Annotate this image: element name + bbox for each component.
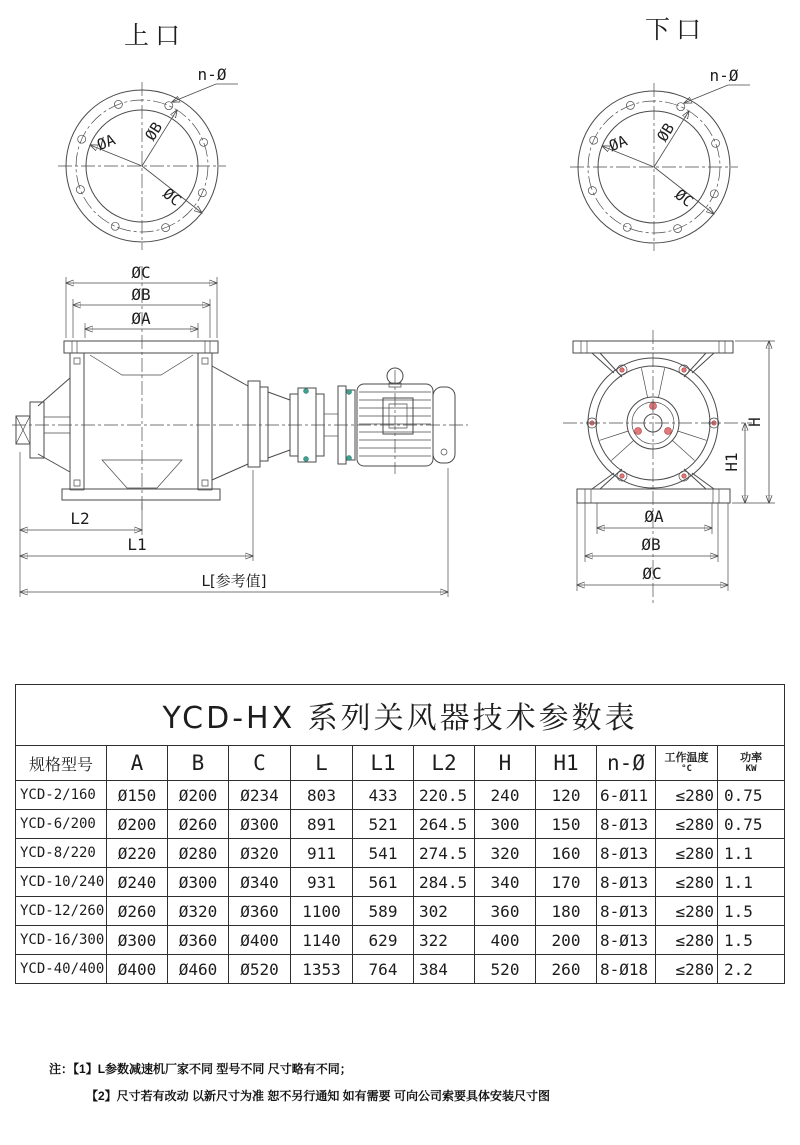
- table-cell: YCD-16/300: [16, 926, 107, 955]
- table-cell: Ø300: [168, 868, 229, 897]
- col-header-l1: L1: [353, 746, 414, 781]
- table-title-row: [16, 685, 785, 746]
- table-cell: 1140: [291, 926, 353, 955]
- table-cell: 360: [475, 897, 536, 926]
- table-cell: 170: [536, 868, 597, 897]
- table-cell: Ø240: [107, 868, 168, 897]
- bottom-port-title: 下口: [645, 15, 708, 44]
- dim-label-dia-c: ØC: [159, 184, 185, 210]
- table-row: [16, 868, 785, 897]
- table-cell: 160: [536, 839, 597, 868]
- col-header-power: [718, 746, 785, 781]
- col-header-h: H: [475, 746, 536, 781]
- table-cell: Ø220: [107, 839, 168, 868]
- table-header-row: [16, 746, 785, 781]
- table-cell: Ø200: [107, 810, 168, 839]
- table-cell: Ø340: [229, 868, 291, 897]
- table-cell: 520: [475, 955, 536, 984]
- table-cell: YCD-6/200: [16, 810, 107, 839]
- table-row: [16, 897, 785, 926]
- table-cell: 260: [536, 955, 597, 984]
- table-cell: 6-Ø11: [597, 781, 656, 810]
- table-cell: Ø200: [168, 781, 229, 810]
- table-cell: 803: [291, 781, 353, 810]
- dim-label-l1: L1: [127, 535, 147, 554]
- table-cell: 1.1: [718, 868, 785, 897]
- table-cell: 1100: [291, 897, 353, 926]
- table-cell: 150: [536, 810, 597, 839]
- col-header-c: C: [229, 746, 291, 781]
- table-cell: YCD-10/240: [16, 868, 107, 897]
- side-view: [12, 263, 468, 597]
- table-cell: 320: [475, 839, 536, 868]
- table-cell: Ø460: [168, 955, 229, 984]
- table-cell: Ø300: [107, 926, 168, 955]
- table-cell: Ø260: [168, 810, 229, 839]
- dim-label-dia-c: ØC: [671, 185, 697, 211]
- table-cell: ≤280: [656, 868, 718, 897]
- table-cell: YCD-12/260: [16, 897, 107, 926]
- table-cell: 274.5: [414, 839, 475, 868]
- dim-label-bolt-pattern: n-Ø: [709, 66, 739, 85]
- table-cell: 8-Ø13: [597, 839, 656, 868]
- col-header-a: A: [107, 746, 168, 781]
- table-cell: 302: [414, 897, 475, 926]
- table-cell: ≤280: [656, 781, 718, 810]
- table-cell: Ø400: [229, 926, 291, 955]
- table-cell: 521: [353, 810, 414, 839]
- table-cell: Ø360: [229, 897, 291, 926]
- table-cell: YCD-8/220: [16, 839, 107, 868]
- table-cell: 200: [536, 926, 597, 955]
- table-cell: 1.5: [718, 897, 785, 926]
- table-cell: 0.75: [718, 810, 785, 839]
- table-cell: 0.75: [718, 781, 785, 810]
- table-cell: 240: [475, 781, 536, 810]
- col-header-temp: [656, 746, 718, 781]
- table-cell: ≤280: [656, 926, 718, 955]
- table-cell: 629: [353, 926, 414, 955]
- table-cell: 8-Ø13: [597, 897, 656, 926]
- table-cell: 433: [353, 781, 414, 810]
- table-cell: Ø320: [229, 839, 291, 868]
- table-cell: YCD-2/160: [16, 781, 107, 810]
- table-title: YCD-HX 系列关风器技术参数表: [16, 685, 785, 746]
- dim-label-dia-a: ØA: [644, 507, 664, 526]
- col-header-l2: L2: [414, 746, 475, 781]
- col-header-h1: H1: [536, 746, 597, 781]
- dim-label-dia-b: ØB: [653, 119, 679, 145]
- table-cell: 911: [291, 839, 353, 868]
- dim-label-h: H: [745, 417, 764, 427]
- table-cell: 220.5: [414, 781, 475, 810]
- table-cell: 561: [353, 868, 414, 897]
- table-cell: Ø260: [107, 897, 168, 926]
- table-cell: 180: [536, 897, 597, 926]
- table-cell: 400: [475, 926, 536, 955]
- dim-label-h1: H1: [722, 452, 741, 472]
- note-1-text: 【1】L参数减速机厂家不同 型号不同 尺寸略有不同；: [73, 1062, 352, 1076]
- table-cell: Ø150: [107, 781, 168, 810]
- table-cell: ≤280: [656, 955, 718, 984]
- table-cell: ≤280: [656, 897, 718, 926]
- col-header-bolts: n-Ø: [597, 746, 656, 781]
- dim-label-dia-c: ØC: [642, 564, 662, 583]
- col-header-l: L: [291, 746, 353, 781]
- table-row: [16, 839, 785, 868]
- table-row: [16, 781, 785, 810]
- table-cell: 264.5: [414, 810, 475, 839]
- note-2: 【2】尺寸若有改动 以新尺寸为准 恕不另行通知 如有需要 可向公司索要具体安装尺寸图: [86, 1089, 551, 1103]
- table-cell: 8-Ø18: [597, 955, 656, 984]
- table-cell: 1353: [291, 955, 353, 984]
- table-cell: 891: [291, 810, 353, 839]
- dim-label-dia-a: ØA: [606, 131, 630, 156]
- spec-table: [15, 684, 785, 984]
- dim-label-dia-b: ØB: [131, 285, 151, 304]
- table-cell: 2.2: [718, 955, 785, 984]
- table-cell: 284.5: [414, 868, 475, 897]
- table-cell: 120: [536, 781, 597, 810]
- table-cell: Ø234: [229, 781, 291, 810]
- table-cell: Ø400: [107, 955, 168, 984]
- table-cell: 1.5: [718, 926, 785, 955]
- table-cell: 764: [353, 955, 414, 984]
- col-header-b: B: [168, 746, 229, 781]
- note-prefix: 注：: [49, 1062, 74, 1076]
- table-cell: 8-Ø13: [597, 926, 656, 955]
- dim-label-dia-b: ØB: [141, 118, 167, 144]
- table-body: [16, 781, 785, 984]
- power-header-label: 功率: [740, 751, 763, 764]
- dim-label-l-ref: L[参考值]: [201, 572, 267, 590]
- table-row: [16, 810, 785, 839]
- table-cell: 322: [414, 926, 475, 955]
- table-cell: 541: [353, 839, 414, 868]
- table-cell: 931: [291, 868, 353, 897]
- dim-label-dia-b: ØB: [641, 535, 661, 554]
- table-cell: Ø280: [168, 839, 229, 868]
- table-cell: 1.1: [718, 839, 785, 868]
- note-1: [49, 1056, 609, 1083]
- temp-header-unit: °C: [681, 764, 692, 774]
- col-header-model: 规格型号: [16, 746, 107, 781]
- table-cell: 8-Ø13: [597, 868, 656, 897]
- top-port-view: [58, 21, 238, 250]
- dim-label-dia-c: ØC: [131, 263, 151, 282]
- power-header-unit: KW: [745, 764, 757, 774]
- temp-header-label: 工作温度: [664, 751, 709, 764]
- dim-label-bolt-pattern: n-Ø: [197, 65, 227, 84]
- top-port-title: 上口: [124, 21, 187, 50]
- table-row: [16, 955, 785, 984]
- table-cell: Ø360: [168, 926, 229, 955]
- table-cell: YCD-40/400: [16, 955, 107, 984]
- table-row: [16, 926, 785, 955]
- bottom-port-view: [570, 15, 750, 251]
- table-cell: 589: [353, 897, 414, 926]
- table-cell: 300: [475, 810, 536, 839]
- notes: [49, 1056, 609, 1110]
- dim-label-dia-a: ØA: [131, 309, 151, 328]
- table-cell: Ø300: [229, 810, 291, 839]
- table-cell: Ø520: [229, 955, 291, 984]
- table-cell: Ø320: [168, 897, 229, 926]
- table-cell: ≤280: [656, 810, 718, 839]
- table-cell: 8-Ø13: [597, 810, 656, 839]
- table-cell: ≤280: [656, 839, 718, 868]
- front-view: [563, 330, 775, 606]
- dim-label-l2: L2: [70, 509, 90, 528]
- dim-label-dia-a: ØA: [94, 130, 118, 155]
- table-cell: 384: [414, 955, 475, 984]
- table-cell: 340: [475, 868, 536, 897]
